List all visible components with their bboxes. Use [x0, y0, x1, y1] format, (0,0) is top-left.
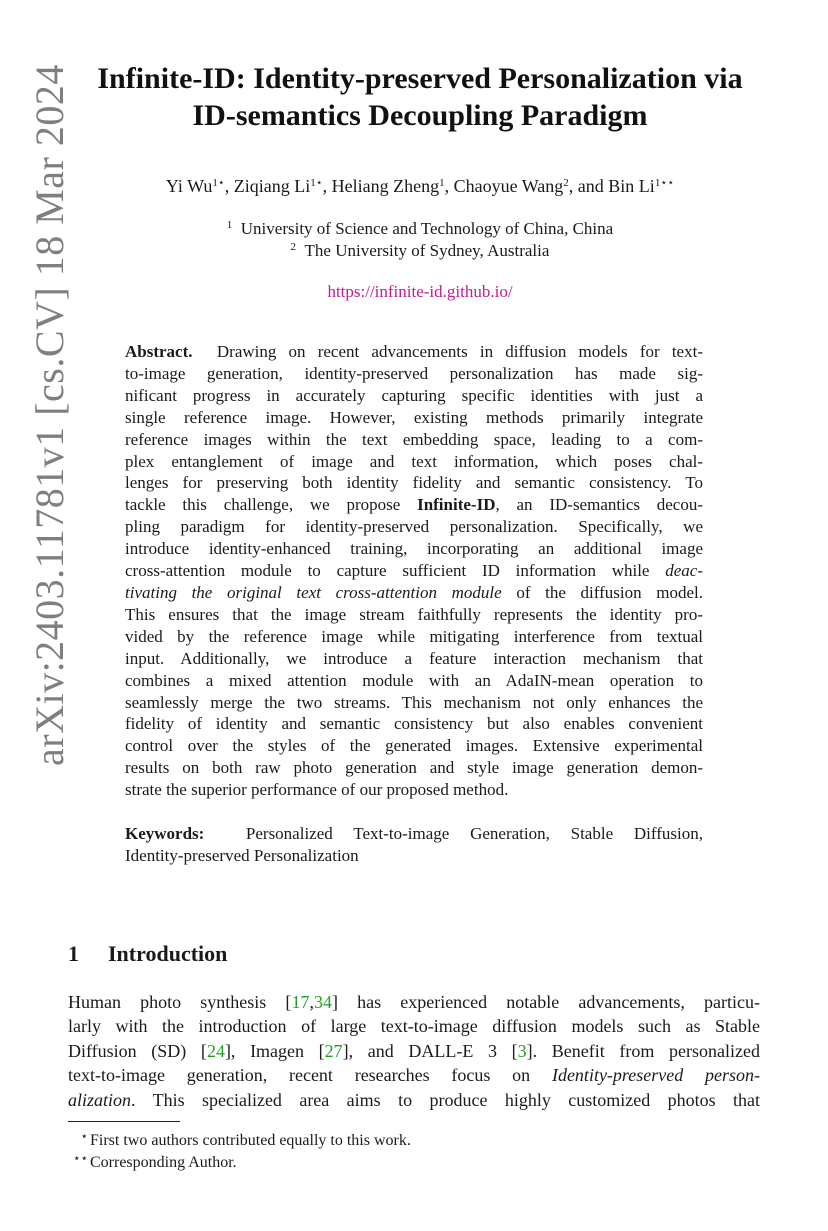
abstract-line: introduce identity-enhanced training, incorporating an additional image — [125, 539, 703, 559]
paper-title — [70, 60, 770, 134]
keywords-line: Identity-preserved Personalization — [125, 846, 359, 865]
abstract-line: plex entanglement of image and text information, which poses chal- — [125, 451, 703, 471]
affiliation-text: The University of Sydney, Australia — [304, 241, 550, 260]
abstract-line — [125, 494, 703, 516]
abstract-line: results on both raw photo generation and style image generation demon- — [125, 758, 703, 778]
abstract-line: reference images within the text embedding space, leading to a com- — [125, 429, 703, 449]
footnote-divider — [68, 1121, 180, 1122]
introduction-text — [68, 990, 760, 1112]
abstract-text: of the diffusion model. — [516, 582, 704, 602]
footnote-mark: ⋆ — [80, 1129, 88, 1143]
emphasis-text: tivating the original text cross-attention module — [125, 582, 502, 602]
body-line — [68, 1039, 760, 1063]
keywords-label: Keywords: — [125, 824, 205, 843]
author-list: Yi $Wu^{1⋆}$, Ziqiang $Li^{1⋆}$, Heliang Zheng$^1$, Chaoyue Wang$^2$, and Bin $Li^{1⋆⋆}$ — [165, 176, 675, 196]
author-conjunction: and — [577, 176, 604, 196]
section-title: Introduction — [108, 941, 228, 966]
keywords — [125, 823, 703, 867]
body-text: ], and DALL-E 3 [ — [342, 1040, 518, 1061]
body-text: text-to-image generation, recent researches focus on — [68, 1065, 531, 1086]
abstract-line: vided by the reference image while mitigating interference from textual — [125, 626, 703, 646]
abstract-line: seamlessly merge the two streams. This mechanism not only enhances the — [125, 692, 703, 712]
author-name: Bin Li — [608, 176, 655, 196]
abstract-line: pling paradigm for identity-preserved personalization. Specifically, we — [125, 517, 703, 537]
abstract-text: Drawing on recent advancements in diffusion models for text- — [216, 342, 703, 361]
abstract-line — [125, 582, 703, 604]
abstract-text: cross-attention module to capture sufficient ID information while — [125, 561, 650, 581]
footnote — [68, 1148, 237, 1173]
footnote-text: Corresponding Author. — [90, 1154, 237, 1171]
affiliation-text: University of Science and Technology of China, China — [240, 219, 614, 238]
citation-link[interactable]: 17 — [291, 992, 310, 1012]
emphasis-text: deac- — [665, 561, 703, 581]
author-name: Heliang Zheng — [331, 176, 440, 196]
abstract-line: combines a mixed attention module with an AdaIN-mean operation to — [125, 670, 703, 690]
author-affiliation-mark: 1⋆ — [212, 177, 225, 189]
abstract-line: nificant progress in accurately capturing specific identities with just a — [125, 385, 703, 405]
author-name: Ziqiang Li — [233, 176, 311, 196]
body-text: , — [309, 992, 314, 1012]
author-affiliation-mark: 2 — [563, 177, 569, 189]
affiliation-mark: 2 — [290, 241, 297, 253]
footnote-text: First two authors contributed equally to this work. — [90, 1132, 411, 1149]
abstract-label: Abstract. — [125, 342, 193, 361]
author-name: Chaoyue Wang — [453, 176, 564, 196]
title-line-1: Infinite-ID: Identity-preserved Personalization via — [97, 62, 743, 95]
body-text: Diffusion (SD) [ — [68, 1040, 207, 1061]
abstract-line: strate the superior performance of our proposed method. — [125, 780, 509, 800]
body-line — [68, 1063, 760, 1087]
affiliation — [70, 218, 770, 240]
body-text: Human photo synthesis [ — [68, 992, 292, 1012]
body-text: ], Imagen [ — [224, 1040, 325, 1061]
author-affiliation-mark: 1 — [439, 177, 445, 189]
body-text: . This specialized area aims to produce highly customized photos that — [131, 1089, 760, 1110]
footnote-mark: ⋆⋆ — [72, 1151, 88, 1165]
abstract-line: control over the styles of the generated images. Extensive experimental — [125, 736, 703, 756]
abstract-text: , an ID-semantics decou- — [495, 495, 704, 515]
method-name: Infinite-ID — [417, 495, 496, 515]
project-url-link[interactable]: https://infinite-id.github.io/ — [327, 282, 513, 301]
body-text: ] has experienced notable advancements, particu- — [331, 992, 760, 1012]
author-name: Yi Wu — [165, 176, 213, 196]
author-affiliation-mark: 1⋆⋆ — [654, 177, 675, 189]
body-line: larly with the introduction of large text-to-image diffusion models such as Stable — [68, 1016, 760, 1037]
body-text: ]. Benefit from personalized — [526, 1040, 760, 1061]
citation-link[interactable]: 34 — [313, 992, 332, 1012]
abstract-text: tackle this challenge, we propose — [125, 495, 401, 515]
emphasis-text: Identity-preserved person- — [551, 1065, 760, 1086]
abstract-line: input. Additionally, we introduce a feature interaction mechanism that — [125, 648, 703, 668]
emphasis-text: alization — [68, 1089, 132, 1110]
abstract-line — [125, 560, 703, 582]
keywords-text: Personalized Text-to-image Generation, Stable Diffusion, — [245, 824, 704, 843]
abstract-line: This ensures that the image stream faithfully represents the identity pro- — [125, 604, 703, 624]
abstract-line: single reference image. However, existing methods primarily integrate — [125, 407, 703, 427]
title-line-2: ID-semantics Decoupling Paradigm — [192, 99, 648, 132]
citation-link[interactable]: 27 — [324, 1040, 343, 1061]
affiliation-mark: 1 — [226, 219, 233, 231]
body-line — [68, 990, 760, 1014]
abstract-line: lenges for preserving both identity fidelity and semantic consistency. To — [125, 473, 703, 493]
section-heading — [68, 940, 227, 968]
citation-link[interactable]: 24 — [206, 1040, 225, 1061]
body-line — [68, 1088, 760, 1112]
abstract-line: fidelity of identity and semantic consistency but also enables convenient — [125, 714, 703, 734]
section-number: 1 — [68, 941, 79, 966]
abstract — [125, 341, 703, 801]
keywords-line — [125, 823, 703, 845]
arxiv-identifier-stamp[interactable]: arXiv:2403.11781v1 [cs.CV] 18 Mar 2024 — [27, 64, 72, 766]
abstract-line: to-image generation, identity-preserved personalization has made sig- — [125, 363, 703, 383]
author-affiliation-mark: 1⋆ — [310, 177, 323, 189]
abstract-line — [125, 341, 703, 363]
citation-link[interactable]: 3 — [517, 1040, 527, 1061]
affiliation — [70, 240, 770, 262]
